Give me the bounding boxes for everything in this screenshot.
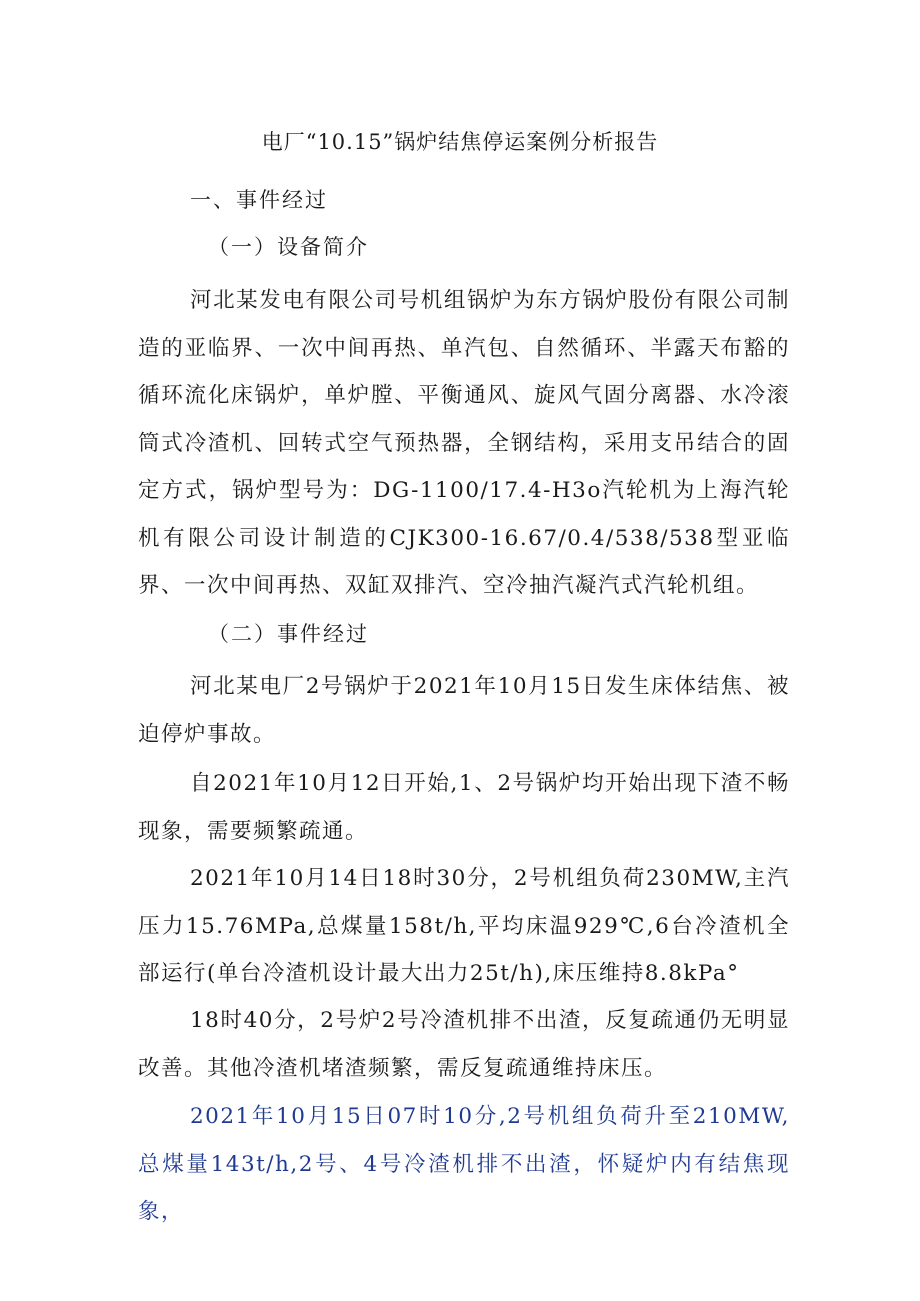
document-title: 电厂“10.15”锅炉结焦停运案例分析报告 (261, 130, 659, 154)
paragraph-coking-suspected: 2021年10月15日07时10分,2号机组负荷升至210MW,总煤量143t/h,2号、4号冷渣机排不出渣，怀疑炉内有结焦现象， (138, 1104, 790, 1224)
paragraph-slag-discharge: 自2021年10月12日开始,1、2号锅炉均开始出现下渣不畅现象，需要频繁疏通。 (138, 771, 790, 844)
subsection-heading-equipment: （一）设备简介 (208, 235, 369, 259)
paragraph-equipment-overview: 河北某发电有限公司号机组锅炉为东方锅炉股份有限公司制造的亚临界、一次中间再热、单汽包、自然循环、半露天布豁的循环流化床锅炉，单炉膛、平衡通风、旋风气固分离器、水冷滚筒式冷渣机、回转式空气预热器，全钢结构，采用支吊结合的固定方式，锅炉型号为：DG-1100/17.4-H3o汽轮机为上海汽轮机有限公司设计制造的CJK300-16.67/0.4/538/538型亚临界、一次中间再热、双缸双排汽、空冷抽汽凝汽式汽轮机组。 (138, 288, 790, 598)
paragraph-operating-params: 2021年10月14日18时30分，2号机组负荷230MW,主汽压力15.76MPa,总煤量158t/h,平均床温929℃,6台冷渣机全部运行(单台冷渣机设计最大出力25t/h),床压维持8.8kPa° (138, 866, 790, 986)
section-heading-event: 一、事件经过 (190, 188, 328, 212)
paragraph-cooler-blockage: 18时40分，2号炉2号冷渣机排不出渣，反复疏通仍无明显改善。其他冷渣机堵渣频繁，需反复疏通维持床压。 (138, 1008, 790, 1081)
paragraph-event-summary: 河北某电厂2号锅炉于2021年10月15日发生床体结焦、被迫停炉事故。 (138, 674, 790, 747)
subsection-heading-event-process: （二）事件经过 (208, 622, 369, 646)
